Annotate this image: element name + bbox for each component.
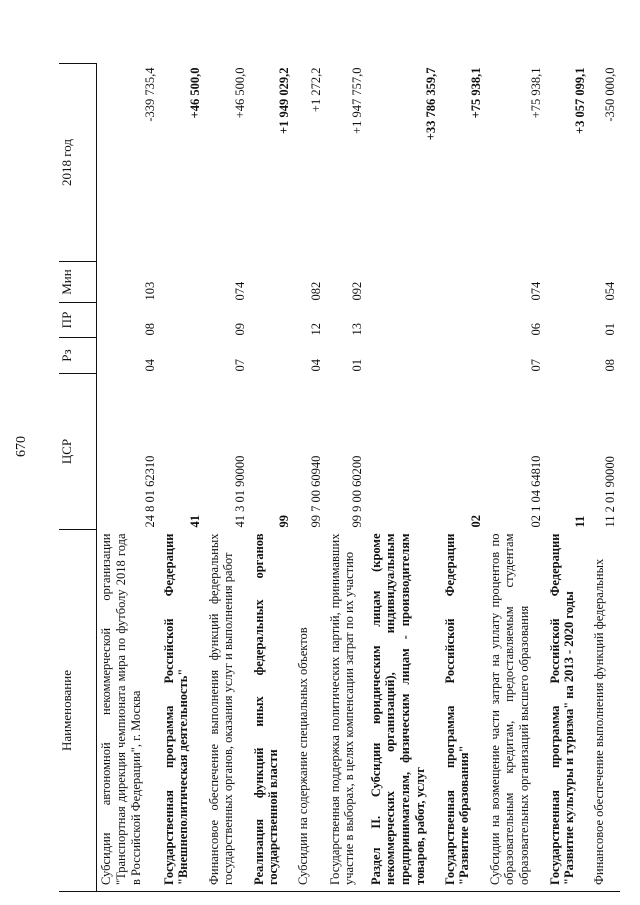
row-min: 082 [308,281,323,301]
row-pr [546,303,590,338]
table-row [590,64,620,892]
table-header-row [59,64,97,892]
row-pr: 13 [349,323,364,336]
rotated-page [59,64,617,892]
page-number: 670 [14,436,29,457]
row-pr: 12 [308,323,323,336]
row-rz [160,338,205,374]
row-name: Реализация функций иных федеральных органов государственной власти [250,530,294,892]
row-rz: 01 [349,359,364,372]
row-amount: +3 057 099,1 [572,67,587,134]
row-name: Субсидии на возмещение части затрат на уплату процентов по образовательным кредитам, предоставляемым студентам образовательных организаций высшего образования [486,530,546,892]
table-row [205,64,250,892]
row-name: Государственная программа Российской Федерации "Развитие образования" [441,530,486,892]
row-rz: 07 [528,359,543,372]
row-amount: +1 272,2 [308,67,323,113]
row-amount: -350 000,0 [602,67,617,122]
header-rz: Рз [59,338,97,374]
row-rz [546,338,590,374]
row-csr: 41 3 01 90000 [232,455,247,528]
row-pr: 06 [528,323,543,336]
row-csr: 41 [187,515,202,528]
row-rz: 07 [232,359,247,372]
table-row [367,64,441,892]
row-pr: 08 [142,323,157,336]
table-row [160,64,205,892]
row-csr: 99 [276,515,291,528]
row-name: Государственная поддержка политических партий, принимавших участие в выборах, в целях компенсации затрат по их участию [326,530,367,892]
row-name: Раздел II. Субсидии юридическим лицам (кроме некоммерческих организаций), индивидуальным предпринимателям, физическим лицам - производителям товаров, работ, услуг [367,530,441,892]
row-min [367,262,441,303]
table-row [250,64,294,892]
row-rz: 04 [308,359,323,372]
row-rz: 04 [142,359,157,372]
row-csr: 99 9 00 60200 [349,455,364,528]
row-name: Субсидии автономной некоммерческой организации "Транспортная дирекция чемпионата мира по футболу 2018 года в Российской Федерации", г. Москва [97,530,160,892]
row-rz: 08 [602,359,617,372]
row-min: 092 [349,281,364,301]
row-name: Государственная программа Российской Федерации "Внешнеполитическая деятельность" [160,530,205,892]
row-pr: 01 [602,323,617,336]
row-min [250,262,294,303]
header-min: Мин [59,262,97,303]
row-csr: 11 [572,515,587,528]
header-name: Наименование [59,530,97,892]
row-name: Государственная программа Российской Федерации "Развитие культуры и туризма" на 2013 - 2020 годы [546,530,590,892]
row-amount: +46 500,0 [187,67,202,119]
row-csr: 99 7 00 60940 [308,455,323,528]
row-pr [250,303,294,338]
row-pr [441,303,486,338]
row-min: 103 [142,281,157,301]
header-year: 2018 год [59,64,97,262]
row-amount: +75 938,1 [528,67,543,119]
row-rz [250,338,294,374]
table-row [546,64,590,892]
row-name: Субсидии на содержание специальных объектов [294,530,326,892]
row-min [441,262,486,303]
header-pr: ПР [59,303,97,338]
row-min [546,262,590,303]
row-amount: +1 947 757,0 [349,67,364,134]
row-pr: 09 [232,323,247,336]
table-row [441,64,486,892]
row-amount: +33 786 359,7 [423,67,438,141]
budget-table [59,63,620,892]
row-name: Финансовое обеспечение выполнения функций федеральных [590,530,620,892]
row-pr [160,303,205,338]
row-csr: 02 [468,515,483,528]
row-amount: +75 938,1 [468,67,483,119]
row-min [160,262,205,303]
row-csr [367,374,441,530]
row-min: 074 [232,281,247,301]
row-amount: +1 949 029,2 [276,67,291,134]
row-amount: -339 735,4 [142,67,157,122]
row-name: Финансовое обеспечение выполнения функций федеральных государственных органов, оказания услуг и выполнения работ [205,530,250,892]
table-row [97,64,160,892]
row-csr: 02 1 04 64810 [528,455,543,528]
row-pr [367,303,441,338]
row-amount: +46 500,0 [232,67,247,119]
row-min: 054 [602,281,617,301]
row-min: 074 [528,281,543,301]
row-rz [441,338,486,374]
row-csr: 11 2 01 90000 [602,456,617,528]
row-rz [367,338,441,374]
table-row [486,64,546,892]
row-csr: 24 8 01 62310 [142,455,157,528]
table-row [326,64,367,892]
header-csr: ЦСР [59,374,97,530]
table-row [294,64,326,892]
